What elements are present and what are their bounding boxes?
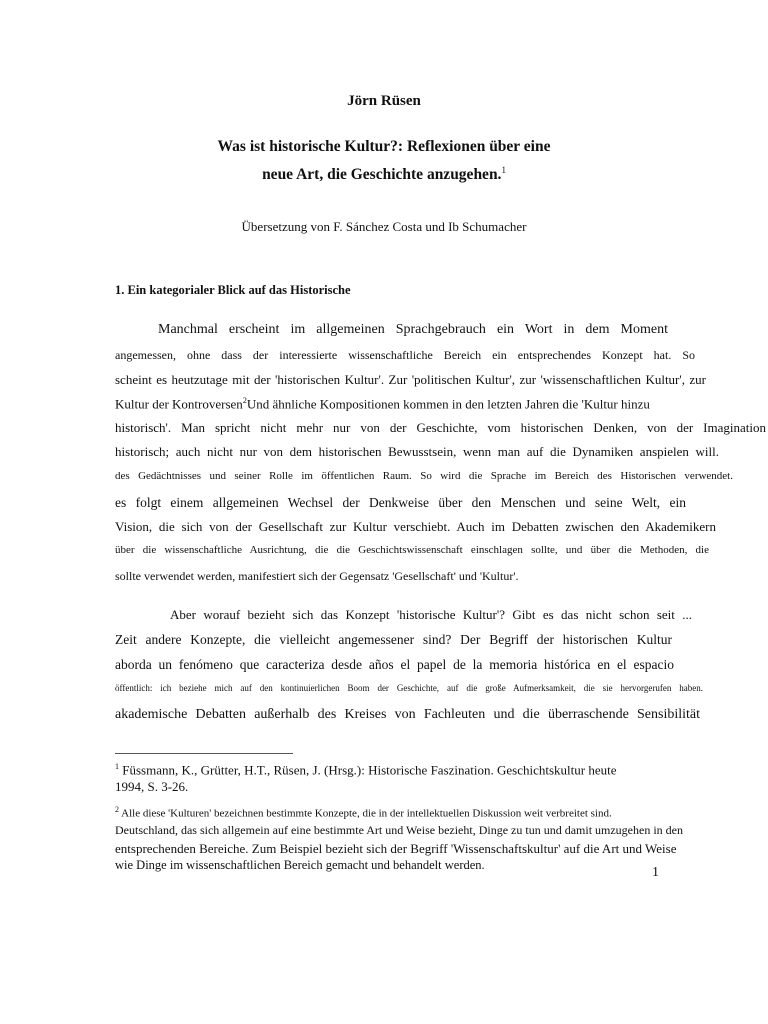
paragraph-1-line-11: sollte verwendet werden, manifestiert sich der Gegensatz 'Gesellschaft' und 'Kultur'. (115, 569, 519, 583)
footnote-2-line-3: entsprechenden Bereiche. Zum Beispiel bezieht sich der Begriff 'Wissenschaftskultur' auf die Art und Weise (115, 841, 677, 856)
paragraph-1-line-6: historisch; auch nicht nur von dem historischen Bewusstsein, wenn man auf die Dynamiken anspielen will. (115, 444, 719, 459)
footnote-2-line-2: Deutschland, das sich allgemein auf eine bestimmte Art und Weise bezieht, Dinge zu tun und damit umzugehen in den (115, 823, 683, 837)
paragraph-2-line-5: akademische Debatten außerhalb des Kreises von Fachleuten und die überraschende Sensibilität (115, 707, 700, 722)
footnote-1-line-2: 1994, S. 3-26. (115, 779, 189, 794)
paragraph-2-line-3: aborda un fenómeno que caracteriza desde años el papel de la memoria histórica en el espacio (115, 657, 674, 672)
footnote-separator (115, 753, 293, 754)
paragraph-1-line-7: des Gedächtnisses und seiner Rolle im öffentlichen Raum. So wird die Sprache im Bereich des Historischen verwendet. (115, 470, 733, 482)
title-line-1: Was ist historische Kultur?: Reflexionen über eine (217, 138, 551, 155)
paragraph-2-line-2: Zeit andere Konzepte, die vielleicht angemessener sind? Der Begriff der historischen Kultur (115, 632, 672, 647)
title-footnote-mark: 1 (501, 165, 506, 175)
footnote-1-line-1 (115, 762, 617, 778)
paragraph-1-line-5: historisch'. Man spricht nicht mehr nur von der Geschichte, vom historischen Denken, von der Imagination (115, 420, 766, 435)
page-number: 1 (652, 865, 659, 880)
paragraph-1-line-9: Vision, die sich von der Gesellschaft zur Kultur verschiebt. Auch im Debatten zwischen den Akademikern (115, 519, 716, 534)
paragraph-1-line-3: scheint es heutzutage mit der 'historischen Kultur'. Zur 'politischen Kultur', zur 'wissenschaftlichen Kultur', zur (115, 372, 706, 387)
paragraph-1-line-1: Manchmal erscheint im allgemeinen Sprachgebrauch ein Wort in dem Moment (158, 322, 668, 337)
footnote-2-text: Alle diese 'Kulturen' bezeichnen bestimmte Konzepte, die in der intellektuellen Diskussion weit verbreitet sind. (119, 807, 612, 820)
translation-credit: Übersetzung von F. Sánchez Costa und Ib Schumacher (241, 219, 527, 234)
footnote-1-mark: 1 (115, 762, 119, 771)
title-line-2-text: neue Art, die Geschichte anzugehen. (262, 166, 502, 184)
footnote-2-line-4: wie Dinge im wissenschaftlichen Bereich gemacht und behandelt werden. (115, 858, 485, 872)
paragraph-1-line-4-text-a: Kultur der Kontroversen (115, 396, 243, 412)
author-name: Jörn Rüsen (347, 93, 421, 109)
paragraph-2-line-1: Aber worauf bezieht sich das Konzept 'historische Kultur'? Gibt es das nicht schon seit ... (170, 607, 692, 622)
footnote-2-mark: 2 (242, 396, 247, 405)
paragraph-1-line-10: über die wissenschaftliche Ausrichtung, die die Geschichtswissenschaft einschlagen sollte, und über die Methoden, die (115, 544, 709, 556)
section-heading: 1. Ein kategorialer Blick auf das Historische (115, 283, 351, 297)
paragraph-1-line-2: angemessen, ohne dass der interessierte wissenschaftliche Bereich ein entsprechendes Konzept hat. So (115, 348, 695, 362)
paragraph-1-line-8: es folgt einem allgemeinen Wechsel der Denkweise über den Menschen und seine Welt, ein (115, 495, 686, 510)
title-line-2 (0, 165, 768, 184)
footnote-2-mark-bottom: 2 (115, 805, 119, 814)
footnote-2-line-1 (115, 805, 612, 820)
footnote-1-text: Füssmann, K., Grütter, H.T., Rüsen, J. (Hrsg.): Historische Faszination. Geschichtskultur heute (119, 762, 617, 778)
paragraph-1-line-4-text-b: Und ähnliche Kompositionen kommen in den letzten Jahren die 'Kultur hinzu (246, 396, 650, 412)
paragraph-1-line-4 (115, 396, 650, 412)
paragraph-2-line-4: öffentlich: ich beziehe mich auf den kontinuierlichen Boom der Geschichte, auf die große Aufmerksamkeit, die sie hervorgerufen haben. (115, 683, 703, 693)
